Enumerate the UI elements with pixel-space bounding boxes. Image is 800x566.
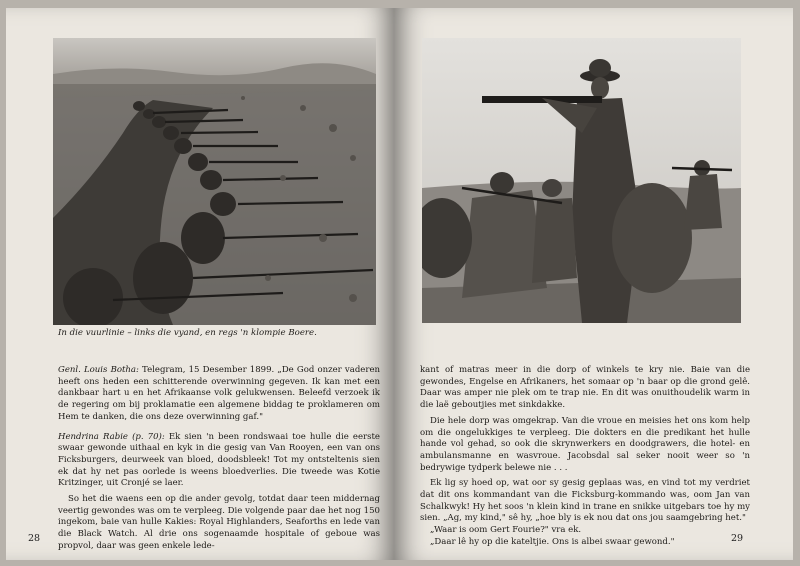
paragraph-text: So het die waens een op die ander gevolg, totdat daar teen middernag veertig gewondes was om te verpleeg. Die volgende paar dae het nog 150 ingekom, baie van hulle Kakies: Royal Highlanders, Seaforths en lede van die Black Watch. Al drie ons sogenaamde hospitale of geboue was propvol, daar was geen enkele lede- <box>58 494 380 551</box>
trench-soldiers-photo <box>53 38 376 325</box>
paragraph-text: Die hele dorp was omgekrap. Van die vroue en meisies het ons kom help om die ongelukkiges te verpleeg. Die dokters en die predikant het hulle hande vol gehad, so ook die skrynwerkers en doodgrawers, die hotel- en ambulansmanne en wasvroue. Jacobsdal sal seker nooit weer so 'n bedrywige tydperk belewe nie . . . <box>420 415 750 473</box>
page-number-right: 29 <box>731 533 744 544</box>
left-page <box>6 8 394 560</box>
paragraph-text: Telegram, 15 Desember 1899. „De God onzer vaderen heeft ons heden een schitterende overwinning gegeven. Ik kan met een dankbaar hart u en het Afrikaanse volk gelukwensen. Beleefd verzoek ik de regering om bij proklamatie een algemene biddag te proklameren om Hem te danken, die ons deze overwinning gaf." <box>58 365 381 422</box>
left-body-text <box>58 365 380 557</box>
right-page <box>394 8 793 560</box>
speaker-label: Genl. Louis Botha: <box>58 365 139 375</box>
paragraph-wagons <box>58 494 380 553</box>
page-number-left: 28 <box>28 533 41 544</box>
paragraph-text: „Waar is oom Gert Fourie?" vra ek. <box>430 525 582 536</box>
paragraph-botha <box>58 365 380 424</box>
speaker-label: Hendrina Rabie (p. 70): <box>58 431 165 442</box>
photo-caption: In die vuurlinie – links die vyand, en regs 'n klompie Boere. <box>58 328 317 338</box>
paragraph-rabie <box>58 432 380 491</box>
paragraph-text: kant of matras meer in die dorp of winkels te kry nie. Baie van die gewondes, Engelse en Afrikaners, het somaar op 'n baar op die grond gelê. Daar was amper nie plek om te trap nie. En dit was onuithoudelik warm in die laë geboutjies met sinkdakke. <box>420 365 750 411</box>
right-body-text <box>420 365 750 549</box>
paragraph-text: Ek lig sy hoed op, wat oor sy gesig geplaas was, en vind tot my verdriet dat dit ons kommandant van die Ficksburg-kommando was, oom Jan van Schalkwyk! Hy het soos 'n klein kind in trane en snikke uitgebars toe hy my sien. „Ag, my kind," sê hy, „hoe bly is ek nou dat ons jou saamgebring het." <box>420 478 750 524</box>
boer-riflemen-photo <box>422 38 741 323</box>
paragraph-text: „Daar lê hy op die kateltjie. Ons is albei swaar gewond." <box>430 536 675 547</box>
paragraph-text: Ek sien 'n been rondswaai toe hulle die eerste swaar gewonde uithaal en kyk in die gesig van Van Rooyen, een van ons Ficksburgers, deurweek van bloed, doodsbleek! Tot my ontsteltenis sien ek dat hy net pas oorlede is weens bloedverlies. Die tweede was Kotie Kritzinger, uit Cronjé se laer. <box>58 431 380 489</box>
